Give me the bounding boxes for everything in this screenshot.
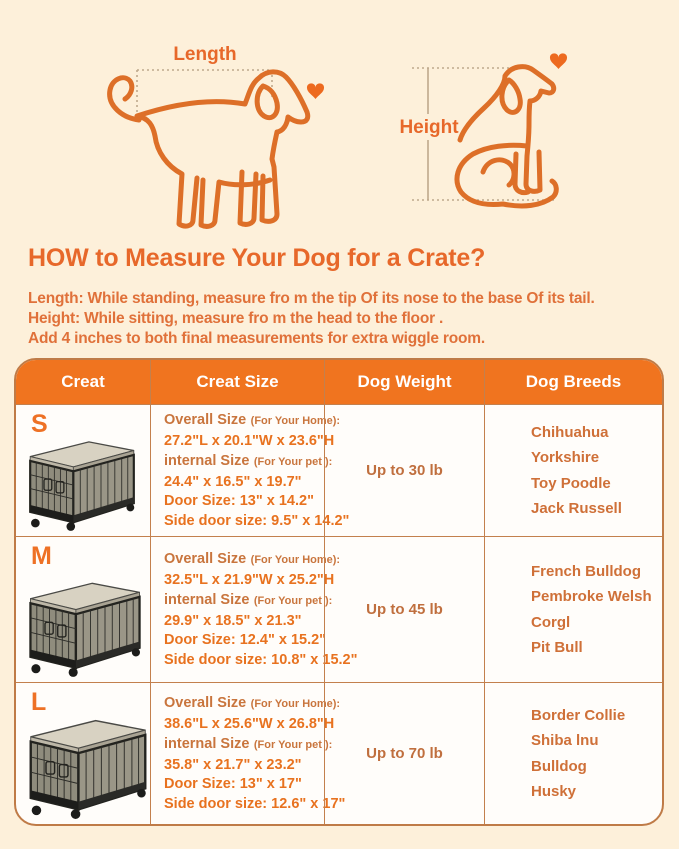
standing-dog-outline — [110, 72, 308, 227]
size-letter: M — [31, 542, 52, 570]
overall-size-value: 27.2"L x 20.1"W x 23.6"H — [164, 432, 335, 449]
overall-size-label: Overall Size — [164, 551, 247, 567]
sitting-dog-illustration — [383, 34, 603, 232]
table-row-m-crate-cell — [16, 536, 150, 682]
breed-item: Pembroke Welsh — [531, 588, 652, 605]
instruction-length: Length: While standing, measure fro m the tip Of its nose to the base Of its tail. — [28, 290, 595, 307]
internal-size-value: 24.4" x 16.5" x 19.7" — [164, 473, 302, 490]
table-row-l-weight-cell: Up to 70 lb — [324, 682, 484, 824]
table-row-l-breeds-cell — [484, 682, 662, 824]
header-dog-breeds: Dog Breeds — [484, 360, 662, 404]
instructions — [28, 289, 668, 349]
instruction-height: Height: While sitting, measure fro m the head to the floor . — [28, 310, 444, 327]
height-label: Height — [399, 117, 459, 138]
heart-icon — [307, 83, 324, 99]
overall-size-sub: (For Your Home): — [250, 698, 341, 710]
instruction-wiggle: Add 4 inches to both final measurements for extra wiggle room. — [28, 330, 485, 347]
breed-item: Jack Russell — [531, 500, 622, 517]
internal-size-sub: (For Your pet ): — [253, 739, 333, 751]
size-letter: L — [31, 688, 47, 716]
side-door-size: Side door size: 10.8" x 15.2" — [164, 651, 358, 668]
breed-item: Pit Bull — [531, 639, 583, 656]
crate-size-table — [14, 358, 664, 826]
internal-size-value: 29.9" x 18.5" x 21.3" — [164, 612, 302, 629]
size-letter: S — [31, 410, 48, 438]
overall-size-value: 38.6"L x 25.6"W x 26.8"H — [164, 715, 335, 732]
dog-haunch — [483, 160, 514, 185]
internal-size-label: internal Size — [164, 453, 250, 469]
table-row-l-crate-cell — [16, 682, 150, 824]
breed-item: Toy Poodle — [531, 474, 611, 492]
dog-ear — [502, 80, 520, 112]
crate-photo-small — [25, 434, 139, 531]
overall-size-value: 32.5"L x 21.9"W x 25.2"H — [164, 571, 335, 588]
overall-size-sub: (For Your Home): — [250, 554, 341, 566]
side-door-size: Side door size: 9.5" x 14.2" — [164, 512, 350, 529]
dog-tail — [110, 78, 139, 120]
overall-size-label: Overall Size — [164, 412, 247, 428]
breed-item: Corgl — [531, 613, 571, 631]
breed-item: Husky — [531, 783, 577, 800]
breed-item: Chihuahua — [531, 423, 609, 441]
internal-size-label: internal Size — [164, 592, 250, 608]
breed-item: Bulldog — [531, 757, 587, 775]
internal-size-label: internal Size — [164, 736, 250, 752]
table-row-m-size-cell — [150, 536, 358, 682]
door-size: Door Size: 13" x 17" — [164, 776, 302, 792]
side-door-size: Side door size: 12.6" x 17" — [164, 795, 346, 812]
internal-size-value: 35.8" x 21.7" x 23.2" — [164, 756, 302, 773]
breed-item: Shiba lnu — [531, 732, 599, 749]
table-row-s-size-cell — [150, 404, 350, 536]
page-title: HOW to Measure Your Dog for a Crate? — [28, 244, 486, 272]
table-row-s-breeds-cell — [484, 404, 662, 536]
door-size: Door Size: 13" x 14.2" — [164, 493, 314, 509]
table-row-s-crate-cell — [16, 404, 150, 536]
breed-item: French Bulldog — [531, 562, 641, 580]
overall-size-sub: (For Your Home): — [250, 415, 341, 427]
table-row-m-weight-cell: Up to 45 lb — [324, 536, 484, 682]
dog-ear — [257, 86, 277, 118]
overall-size-label: Overall Size — [164, 695, 247, 711]
internal-size-sub: (For Your pet ): — [253, 595, 333, 607]
dog-body — [137, 72, 308, 227]
table-row-l-size-cell — [150, 682, 346, 824]
sitting-dog-outline — [457, 67, 556, 206]
table-row-s-weight-cell: Up to 30 lb — [324, 404, 484, 536]
crate-photo-medium — [25, 575, 145, 677]
breed-item: Yorkshire — [531, 449, 600, 466]
door-size: Door Size: 12.4" x 15.2" — [164, 632, 327, 648]
header-creat: Creat — [16, 360, 150, 404]
table-row-m-breeds-cell — [484, 536, 662, 682]
length-label: Length — [173, 44, 237, 65]
header-creat-size: Creat Size — [150, 360, 324, 404]
header-dog-weight: Dog Weight — [324, 360, 484, 404]
standing-dog-illustration — [93, 34, 333, 232]
breed-item: Border Collie — [531, 706, 626, 724]
heart-icon — [550, 53, 567, 69]
crate-photo-large — [25, 712, 151, 819]
internal-size-sub: (For Your pet ): — [253, 456, 333, 468]
